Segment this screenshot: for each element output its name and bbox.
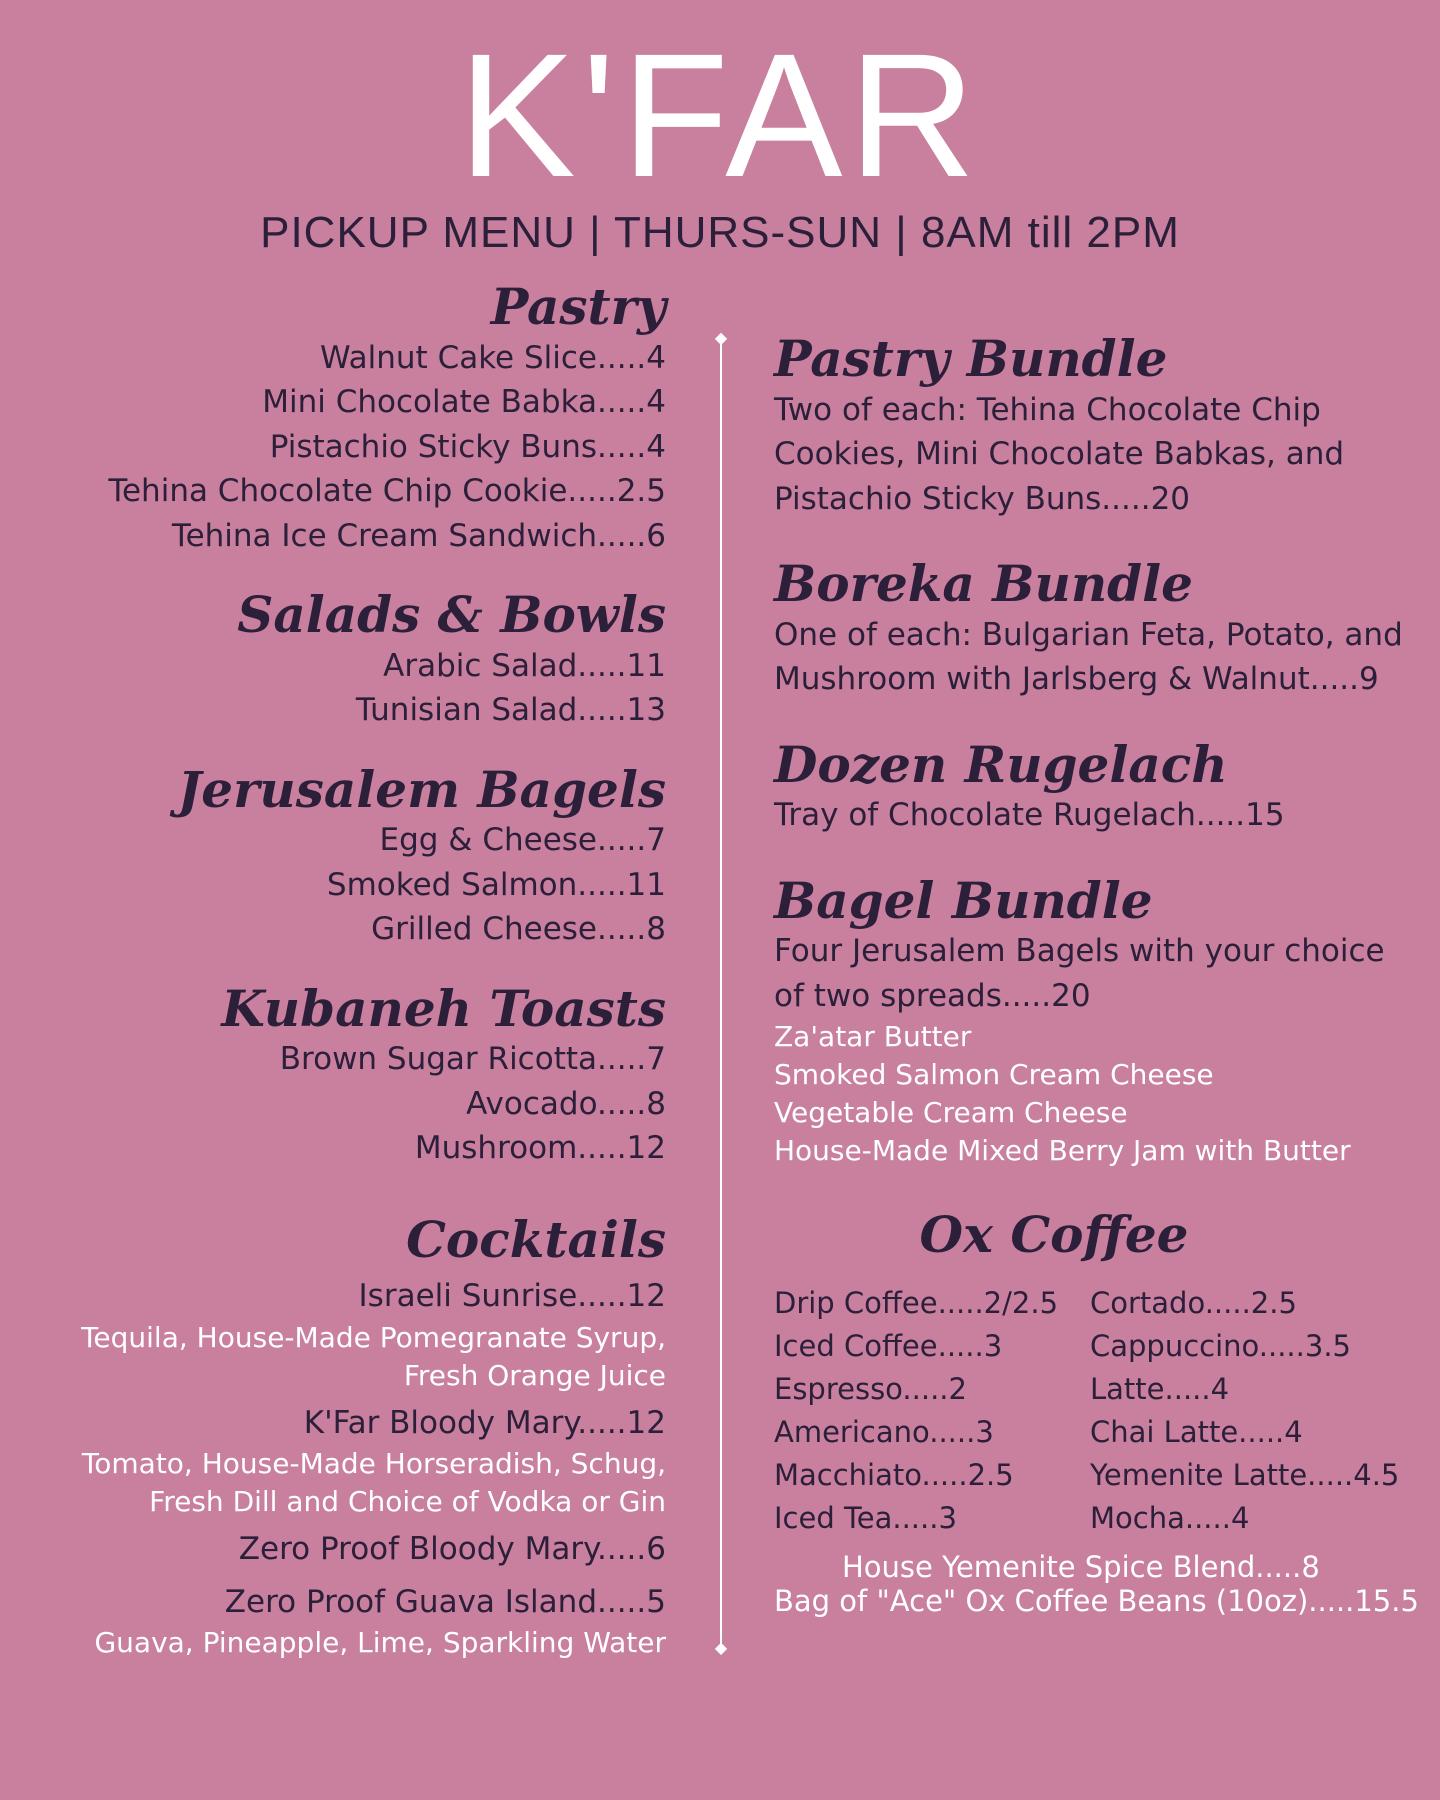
menu-item: Tehina Ice Cream Sandwich.....6: [171, 517, 666, 554]
coffee-column-2: [1090, 1282, 1406, 1540]
coffee-grid: [774, 1282, 1424, 1540]
section-title: Kubaneh Toasts: [221, 978, 666, 1038]
coffee-item: Cappuccino.....3.5: [1090, 1328, 1351, 1363]
section-title: Cocktails: [406, 1209, 666, 1269]
coffee-item: Espresso.....2: [774, 1371, 967, 1406]
section-title: Ox Coffee: [919, 1205, 1189, 1264]
section-bagels: [60, 761, 666, 952]
section-title: Boreka Bundle: [774, 554, 1193, 613]
coffee-item: Mocha.....4: [1090, 1500, 1250, 1535]
coffee-item: Cortado.....2.5: [1090, 1285, 1297, 1320]
coffee-item: Drip Coffee.....2/2.5: [774, 1285, 1059, 1320]
spread-option: House-Made Mixed Berry Jam with Butter: [774, 1134, 1351, 1167]
section-title: Pastry: [490, 277, 666, 336]
menu-item: Grilled Cheese.....8: [371, 911, 666, 947]
spread-option: Za'atar Butter: [774, 1020, 972, 1053]
menu-item: Smoked Salmon.....11: [326, 866, 666, 903]
left-column: [60, 278, 666, 1690]
section-pastry: [60, 278, 666, 558]
menu-item: Israeli Sunrise.....12: [358, 1278, 666, 1314]
menu-item: Egg & Cheese.....7: [379, 822, 666, 858]
menu-item: Tunisian Salad.....13: [355, 692, 666, 728]
section-pastry-bundle: [774, 330, 1424, 521]
bundle-line: One of each: Bulgarian Feta, Potato, and: [774, 616, 1403, 653]
menu-item: Zero Proof Guava Island.....5: [224, 1583, 666, 1620]
section-title: Pastry Bundle: [774, 329, 1168, 388]
section-boreka-bundle: [774, 555, 1424, 702]
bundle-line: Two of each: Tehina Chocolate Chip: [774, 391, 1321, 428]
coffee-item: Yemenite Latte.....4.5: [1090, 1457, 1400, 1492]
menu-item: Zero Proof Bloody Mary.....6: [238, 1531, 666, 1567]
spread-option: Smoked Salmon Cream Cheese: [774, 1058, 1214, 1091]
bundle-line: of two spreads.....20: [774, 977, 1091, 1014]
bundle-line: Cookies, Mini Chocolate Babkas, and: [774, 436, 1345, 472]
column-divider: [720, 338, 722, 1648]
coffee-column-1: [774, 1282, 1090, 1540]
coffee-item: Chai Latte.....4: [1090, 1414, 1303, 1449]
section-title: Dozen Rugelach: [774, 734, 1228, 794]
menu-item: Arabic Salad.....11: [383, 647, 666, 684]
section-title: Salads & Bowls: [237, 585, 666, 644]
menu-item: Walnut Cake Slice.....4: [319, 339, 666, 376]
item-description: Fresh Orange Juice: [403, 1358, 666, 1392]
menu-item: Avocado.....8: [466, 1085, 666, 1122]
section-toasts: [60, 980, 666, 1171]
coffee-item: Iced Tea.....3: [774, 1500, 957, 1535]
bundle-line: Mushroom with Jarlsberg & Walnut.....9: [774, 661, 1379, 697]
menu-item: Mini Chocolate Babka.....4: [262, 384, 666, 420]
menu-item: Mushroom.....12: [414, 1130, 666, 1166]
menu-item: K'Far Bloody Mary.....12: [303, 1404, 666, 1441]
item-description: Fresh Dill and Choice of Vodka or Gin: [149, 1485, 666, 1518]
bundle-line: Pistachio Sticky Buns.....20: [774, 480, 1191, 517]
right-column: [774, 330, 1424, 1646]
section-salads: [60, 586, 666, 733]
divider-top-ornament: ◆: [714, 328, 728, 347]
divider-bottom-ornament: ◆: [714, 1638, 728, 1657]
section-cocktails: [60, 1211, 666, 1663]
menu-item: Pistachio Sticky Buns.....4: [269, 428, 666, 465]
bundle-line: Tray of Chocolate Rugelach.....15: [774, 797, 1285, 833]
coffee-item: Macchiato.....2.5: [774, 1457, 1014, 1492]
coffee-item: Latte.....4: [1090, 1371, 1230, 1406]
coffee-extra-item: House Yemenite Spice Blend.....8: [842, 1549, 1320, 1584]
brand-logo: K'FAR: [458, 18, 982, 214]
item-description: Tequila, House-Made Pomegranate Syrup,: [81, 1320, 666, 1354]
coffee-item: Americano.....3: [774, 1414, 994, 1449]
menu-item: Brown Sugar Ricotta.....7: [279, 1041, 666, 1077]
section-coffee: [774, 1206, 1424, 1618]
menu-subtitle: PICKUP MENU | THURS-SUN | 8AM till 2PM: [260, 208, 1180, 257]
item-description: Tomato, House-Made Horseradish, Schug,: [81, 1447, 666, 1480]
section-rugelach: [774, 736, 1424, 838]
bundle-line: Four Jerusalem Bagels with your choice: [774, 933, 1385, 969]
item-description: Guava, Pineapple, Lime, Sparkling Water: [94, 1626, 666, 1659]
coffee-item: Iced Coffee.....3: [774, 1328, 1003, 1363]
section-bagel-bundle: [774, 872, 1424, 1171]
section-title: Bagel Bundle: [774, 870, 1153, 930]
coffee-extra-item: Bag of "Ace" Ox Coffee Beans (10oz).....15.5: [774, 1583, 1419, 1618]
spread-option: Vegetable Cream Cheese: [774, 1096, 1128, 1129]
section-title: Jerusalem Bagels: [177, 759, 666, 819]
menu-item: Tehina Chocolate Chip Cookie.....2.5: [108, 473, 666, 509]
